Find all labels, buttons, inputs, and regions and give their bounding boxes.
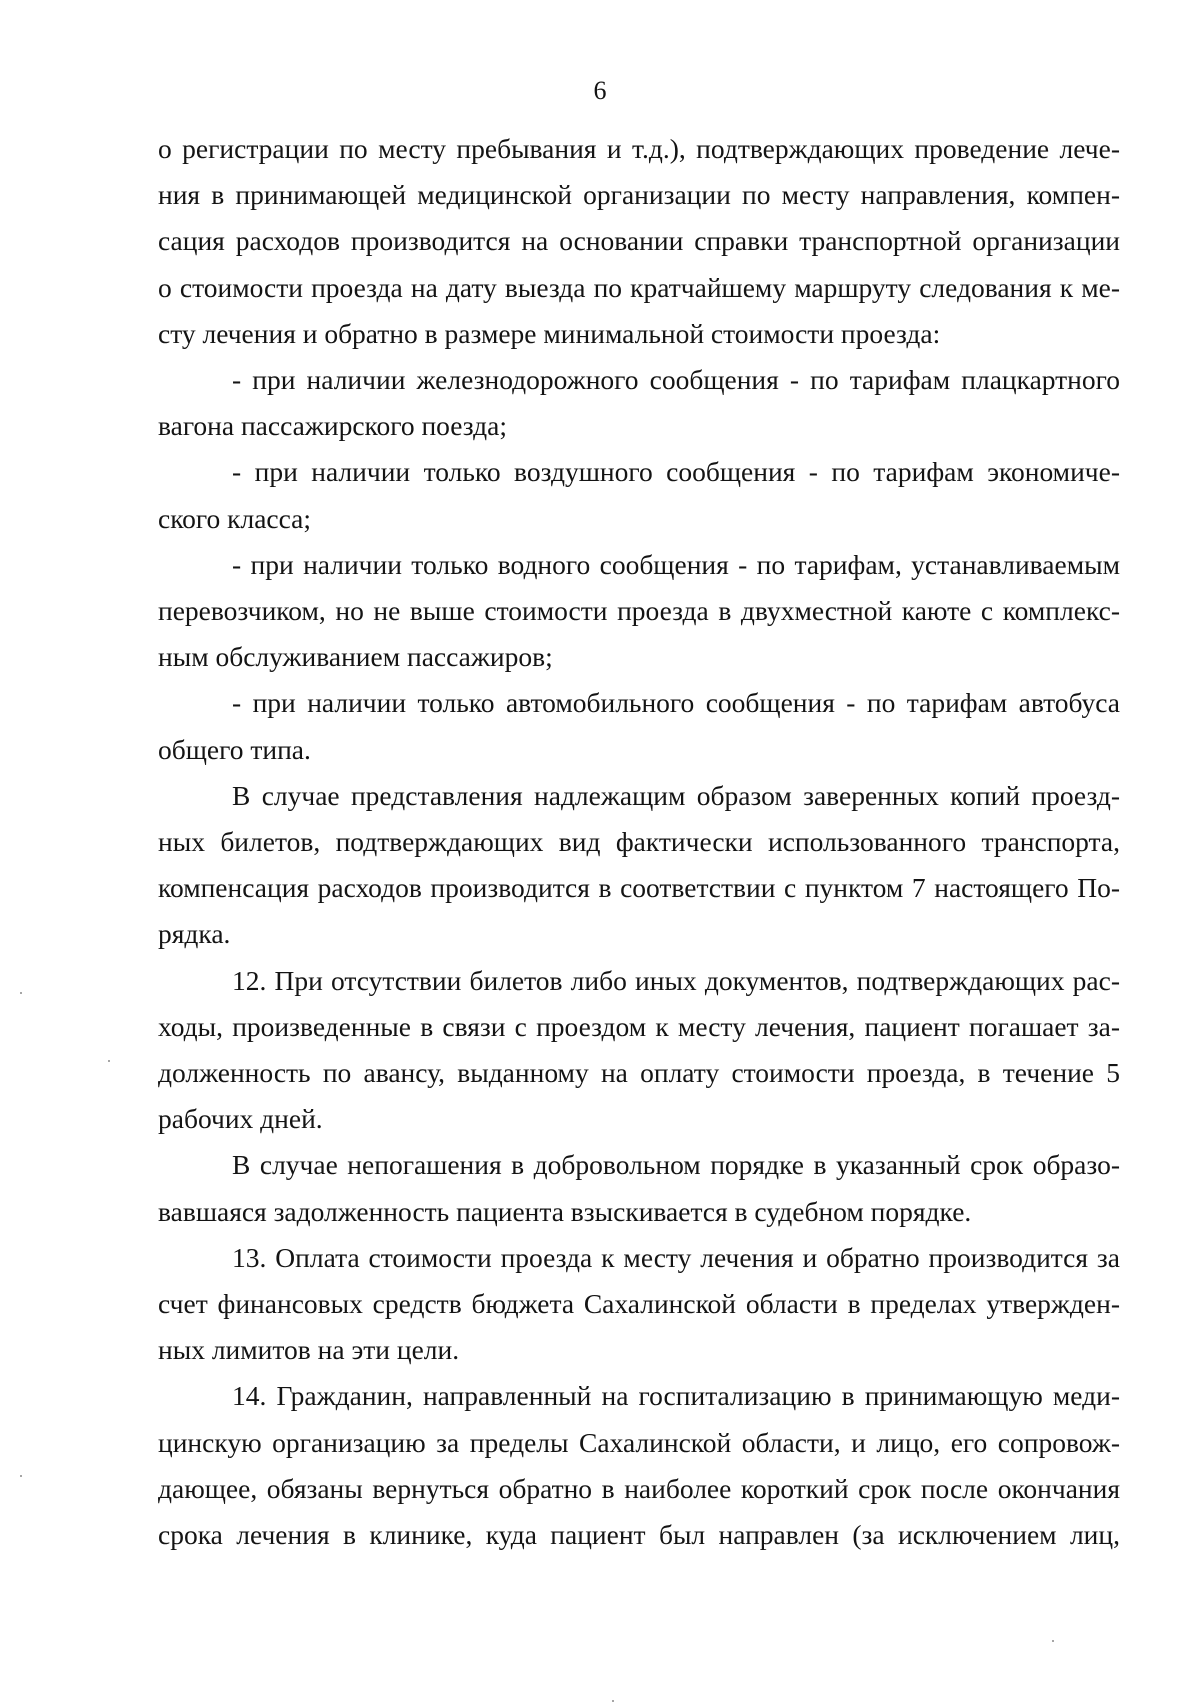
text-line: В случае представления надлежащим образом заверенных копий проезд- xyxy=(232,779,1120,811)
scan-speck xyxy=(612,1700,614,1702)
page-number: 6 xyxy=(593,76,607,105)
text-line: сация расходов производится на основании справки транспортной организации xyxy=(158,225,1120,257)
text-line: 12. При отсутствии билетов либо иных документов, подтверждающих рас- xyxy=(232,964,1120,996)
text-line: долженность по авансу, выданному на оплату стоимости проезда, в течение 5 xyxy=(158,1057,1120,1088)
text-line: перевозчиком, но не выше стоимости проезда в двухместной каюте с комплекс- xyxy=(158,595,1120,626)
text-line: ния в принимающей медицинской организации по месту направления, компен- xyxy=(158,179,1120,211)
text-line: В случае непогашения в добровольном порядке в указанный срок образо- xyxy=(232,1149,1120,1181)
text-line: цинскую организацию за пределы Сахалинской области, и лицо, его сопровож- xyxy=(158,1426,1120,1458)
text-line: вавшаяся задолженность пациента взыскивается в судебном порядке. xyxy=(158,1195,972,1227)
text-line: о регистрации по месту пребывания и т.д.), подтверждающих проведение лече- xyxy=(158,133,1120,164)
text-line: - при наличии только автомобильного сообщения - по тарифам автобуса xyxy=(232,687,1120,719)
text-line: общего типа. xyxy=(158,733,311,765)
text-line: о стоимости проезда на дату выезда по кратчайшему маршруту следования к ме- xyxy=(158,271,1120,303)
scan-speck xyxy=(20,1475,22,1477)
text-line: вагона пассажирского поезда; xyxy=(158,410,508,442)
text-line: ных билетов, подтверждающих вид фактически использованного транспорта, xyxy=(158,826,1120,857)
text-line: ского класса; xyxy=(158,502,312,534)
text-line: 14. Гражданин, направленный на госпитализацию в принимающую меди- xyxy=(232,1380,1120,1412)
text-line: дающее, обязаны вернуться обратно в наиболее короткий срок после окончания xyxy=(158,1472,1120,1504)
text-line: - при наличии железнодорожного сообщения - по тарифам плацкартного xyxy=(232,364,1120,395)
text-line: 13. Оплата стоимости проезда к месту лечения и обратно производится за xyxy=(232,1241,1120,1273)
text-line: компенсация расходов производится в соответствии с пунктом 7 настоящего По- xyxy=(158,872,1120,904)
text-line: ных лимитов на эти цели. xyxy=(158,1334,460,1366)
text-line: - при наличии только водного сообщения - по тарифам, устанавливаемым xyxy=(232,548,1120,580)
text-line: рядка. xyxy=(158,918,231,950)
text-line: ходы, произведенные в связи с проездом к месту лечения, пациент погашает за- xyxy=(158,1010,1120,1042)
text-line: рабочих дней. xyxy=(158,1103,323,1135)
text-line: сту лечения и обратно в размере минимальной стоимости проезда: xyxy=(158,317,941,349)
scan-speck xyxy=(20,992,22,994)
text-line: ным обслуживанием пассажиров; xyxy=(158,641,553,673)
text-line: срока лечения в клинике, куда пациент был направлен (за исключением лиц, xyxy=(158,1519,1120,1550)
scan-speck xyxy=(1052,1640,1054,1642)
text-line: - при наличии только воздушного сообщения - по тарифам экономиче- xyxy=(232,456,1120,488)
scan-speck xyxy=(108,1060,110,1062)
text-line: счет финансовых средств бюджета Сахалинской области в пределах утвержден- xyxy=(158,1288,1120,1319)
